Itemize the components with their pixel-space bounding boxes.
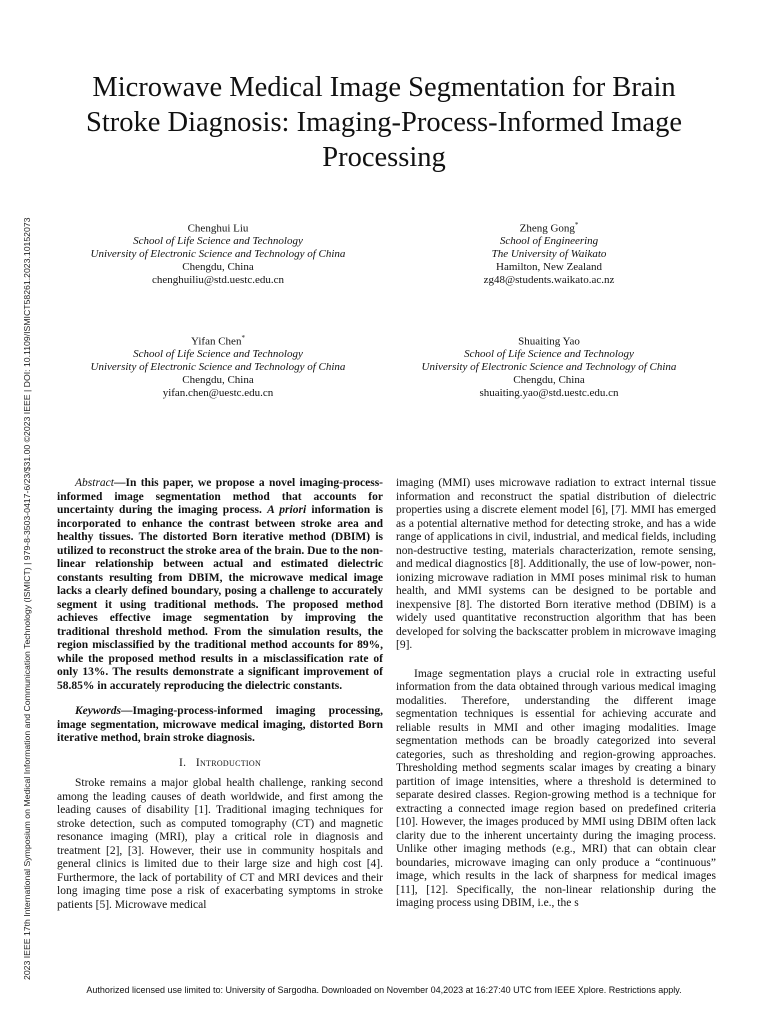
keywords [57,705,383,746]
right-column [396,477,716,911]
author-name: Chenghui Liu [187,222,249,235]
author-email[interactable]: zg48@students.waikato.ac.nz [483,273,615,286]
keywords-text: —Imaging-process-informed imaging processing, image segmentation, microwave medical imaging, distorted Born iterative method, brain stroke diagnosis. [57,705,383,744]
author-block [384,332,714,400]
paper-title: Microwave Medical Image Segmentation for Brain Stroke Diagnosis: Imaging-Process-Informed Image Processing [86,72,682,173]
keywords-lead: Keywords [75,705,121,717]
author-department: School of Life Science and Technology [133,235,303,248]
abstract-a-priori: A priori [267,504,307,516]
intro-paragraph-right-2: Image segmentation plays a crucial role in extracting useful information from the data obtained through various medical imaging modalities. Therefore, understanding the different image segmentation techniques is essential for achieving accurate and reliable results in MMI and other imaging modalities. Image segmentation methods can be broadly categorized into several categories, such as thresholding and region-growing approaches. Thresholding method segments scalar images by creating a binary partition of image intensities, where a threshold is determined to separate desired classes. Region-growing method is a technique for extracting a connected image region based on predefined criteria [10]. However, the images produced by MMI using DBIM often lack clarity due to the inherent uncertainty during the imaging process. Unlike other imaging methods (e.g., MRI) that can obtain clear boundaries, microwave imaging can only produce a “continuous” image, which results in the lack of sharpness for medical images [11], [12]. Specifically, the non-linear relationship during the imaging process using DBIM, i.e., the s [396,667,716,909]
author-name: Yifan Chen [191,335,242,348]
author-mark: * [241,334,245,342]
author-block [384,219,714,287]
author-university: University of Electronic Science and Technology of China [90,248,346,261]
left-column [57,477,383,912]
author-city: Hamilton, New Zealand [496,261,602,274]
author-city: Chengdu, China [513,374,585,387]
author-department: School of Engineering [499,235,599,248]
section-title: Introduction [195,756,262,769]
author-email[interactable]: chenghuiliu@std.uestc.edu.cn [151,273,285,286]
author-university: University of Electronic Science and Technology of China [90,361,346,374]
abstract-lead: Abstract [75,477,114,489]
author-city: Chengdu, China [182,261,254,274]
abstract [57,477,383,693]
license-footer: Authorized licensed use limited to: University of Sargodha. Downloaded on November 04,2023 at 16:27:40 UTC from IEEE Xplore. Restrictions apply. [86,985,682,995]
author-email[interactable]: shuaiting.yao@std.uestc.edu.cn [479,386,619,399]
author-name: Shuaiting Yao [518,335,580,348]
intro-paragraph-left: Stroke remains a major global health challenge, ranking second among the leading causes of death worldwide, and first among the leading causes of disability [1]. Traditional imaging techniques for stroke detection, such as computed tomography (CT) and magnetic resonance imaging (MRI), play a critical role in diagnosis and treatment [2], [3]. However, their use in community hospitals and general clinics is limited due to their large size and high cost [4]. Furthermore, the lack of portability of CT and MRI devices and their long imaging time pose a risk of exacerbating symptoms in stroke patients [5]. Microwave medical [57,777,383,911]
author-mark: * [574,221,579,229]
author-department: School of Life Science and Technology [464,348,634,361]
publication-side-strip: 2023 IEEE 17th International Symposium on Medical Information and Communication Technology (ISMICT) | 979-8-3503-0417-6/23/$31.00 ©2023 IEEE | DOI: 10.1109/ISMICT58261.2023.10152073 [22,217,32,980]
author-university: The University of Waikato [491,248,607,261]
author-department: School of Life Science and Technology [133,348,303,361]
abstract-text-2: information is incorporated to enhance the contrast between stroke area and healthy tissues. The distorted Born iterative method (DBIM) is utilized to reconstruct the stroke area of the brain. Due to the non-linear relationship between actual and estimated dielectric constants resulting from DBIM, the microwave medical image lacks a clearly defined boundary, posing a challenge to accurately segment it using traditional methods. The proposed method achieves effective image segmentation by improving the traditional threshold method. From the simulation results, the region misclassified by the traditional method accounts for 89%, while the proposed method results in a misclassification rate of only 13%. The results demonstrate a significant improvement of 58.85% in accurately reproducing the dielectric constants. [57,504,383,692]
author-block [53,332,383,400]
author-name: Zheng Gong [519,222,575,235]
section-numeral: I. [178,756,187,769]
author-city: Chengdu, China [182,374,254,387]
author-email[interactable]: yifan.chen@uestc.edu.cn [162,386,274,399]
abstract-text-1: —In this paper, we propose a novel imaging-process-informed image segmentation method that accounts for uncertainty during the imaging process. [57,477,383,516]
section-heading-introduction [57,757,383,771]
author-block [53,219,383,287]
intro-paragraph-right-1: imaging (MMI) uses microwave radiation to extract internal tissue information and reconstruct the spatial distribution of dielectric properties using a discrete element model [6], [7]. MMI has emerged as a potential alternative method for detecting stroke, and has a wide range of applications in civil, industrial, and medical fields, including non-destructive testing, materials characterization, remote sensing, and medical diagnostics [8]. Additionally, the use of low-power, non-ionizing microwave radiation in MMI poses minimal risk to human health, and MMI systems can be designed to be portable and inexpensive [8]. The distorted Born iterative method (DBIM) is a widely used quantitative reconstruction algorithm that has been developed for solving the backscatter problem in microwave imaging [9]. [396,477,717,651]
author-university: University of Electronic Science and Technology of China [421,361,677,374]
